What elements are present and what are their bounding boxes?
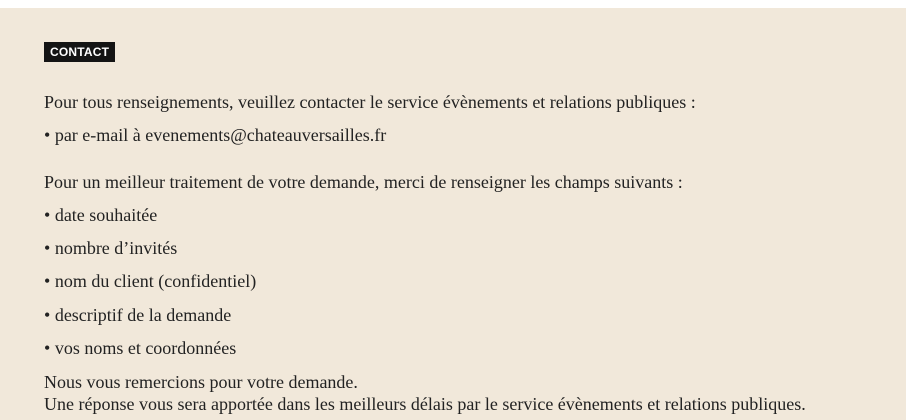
contact-panel — [0, 8, 906, 420]
field-item-label: descriptif de la demande — [54, 305, 232, 325]
field-item-contact — [44, 337, 236, 359]
field-item-label: date souhaitée — [54, 205, 158, 225]
field-item-label: nom du client (confidentiel) — [54, 271, 257, 291]
intro-text: Pour tous renseignements, veuillez contacter le service évènements et relations publiques : — [44, 92, 696, 112]
field-item-label: nombre d’invités — [54, 238, 178, 258]
thanks-text: Nous vous remercions pour votre demande. — [44, 372, 358, 392]
response-text: Une réponse vous sera apportée dans les meilleurs délais par le service évènements et relations publiques. — [44, 394, 806, 414]
field-item-guests — [44, 237, 177, 259]
fields-intro-text: Pour un meilleur traitement de votre demande, merci de renseigner les champs suivants : — [44, 172, 683, 192]
field-item-label: vos noms et coordonnées — [54, 338, 237, 358]
field-item-description — [44, 304, 231, 326]
email-line — [44, 124, 386, 146]
field-item-date — [44, 204, 157, 226]
field-item-client — [44, 270, 256, 292]
contact-badge: CONTACT — [44, 42, 115, 62]
email-line-text: par e-mail à evenements@chateauversailles.fr — [54, 125, 387, 145]
